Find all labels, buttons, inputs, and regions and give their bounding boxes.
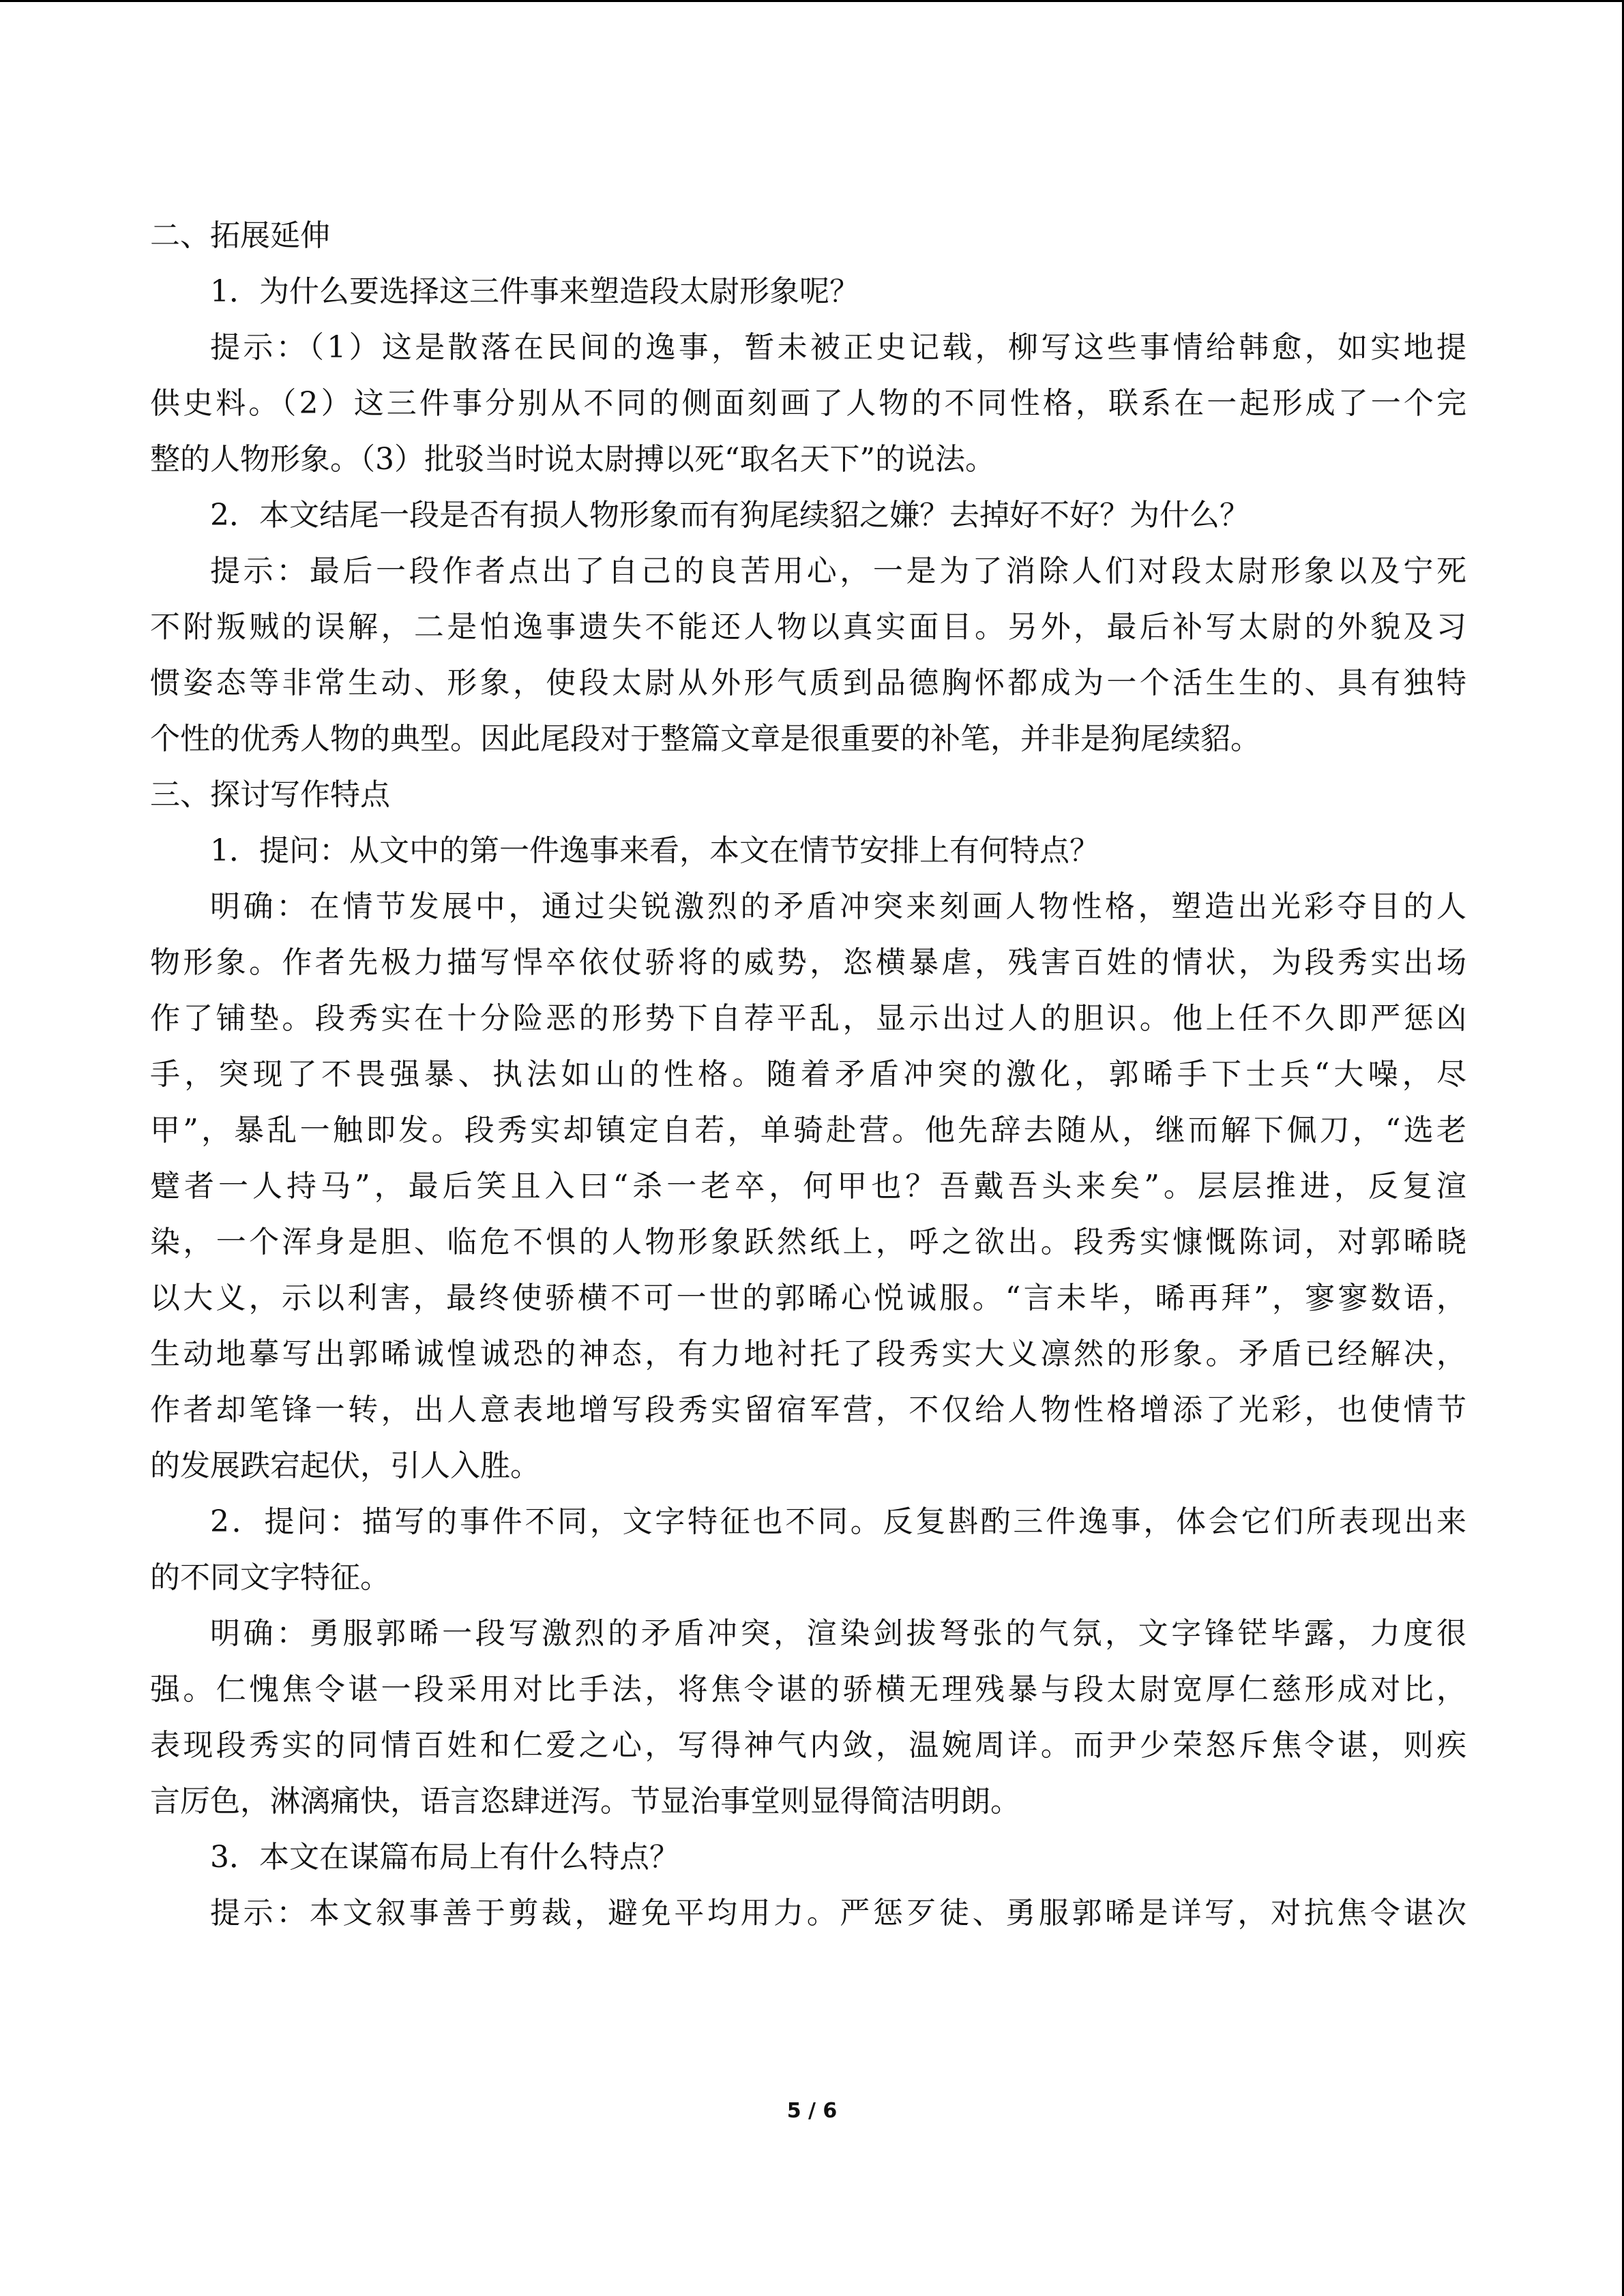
answer-4-line: 表现段秀实的同情百姓和仁爱之心，写得神气内敛，温婉周详。而尹少荣怒斥焦令谌，则疾 (150, 1728, 1466, 1763)
answer-2-line: 个性的优秀人物的典型。因此尾段对于整篇文章是很重要的补笔，并非是狗尾续貂。 (150, 721, 1260, 756)
answer-3-line: 生动地摹写出郭晞诚惶诚恐的神态，有力地衬托了段秀实大义凛然的形象。矛盾已经解决， (150, 1337, 1466, 1371)
page-top-border (0, 0, 1624, 2)
document-body (150, 208, 1466, 1941)
answer-1-line: 提示：（1）这是散落在民间的逸事，暂未被正史记载，柳写这些事情给韩愈，如实地提 (210, 330, 1466, 365)
answer-3-line: 作了铺垫。段秀实在十分险恶的形势下自荐平乱，显示出过人的胆识。他上任不久即严惩凶 (150, 1001, 1466, 1036)
answer-1-line: 整的人物形象。（3）批驳当时说太尉搏以死“取名天下”的说法。 (150, 442, 995, 477)
answer-3-line: 以大义，示以利害，最终使骄横不可一世的郭晞心悦诚服。“言未毕，晞再拜”，寥寥数语， (150, 1281, 1466, 1315)
answer-3-line: 染，一个浑身是胆、临危不惧的人物形象跃然纸上，呼之欲出。段秀实慷慨陈词，对郭晞晓 (150, 1225, 1466, 1259)
answer-3-line: 的发展跌宕起伏，引人入胜。 (150, 1448, 540, 1483)
question-4-line: 的不同文字特征。 (150, 1560, 390, 1595)
answer-2-line: 惯姿态等非常生动、形象，使段太尉从外形气质到品德胸怀都成为一个活生生的、具有独特 (150, 666, 1466, 700)
section-heading-extension: 二、拓展延伸 (150, 218, 330, 253)
question-1: 1．为什么要选择这三件事来塑造段太尉形象呢？ (210, 274, 859, 309)
answer-2-line: 不附叛贼的误解，二是怕逸事遗失不能还人物以真实面目。另外，最后补写太尉的外貌及习 (150, 610, 1466, 644)
page-number: 5 / 6 (786, 2099, 838, 2123)
answer-3-line: 甲”，暴乱一触即发。段秀实却镇定自若，单骑赴营。他先辞去随从，继而解下佩刀，“选老 (150, 1113, 1466, 1148)
answer-1-line: 供史料。（2）这三件事分别从不同的侧面刻画了人物的不同性格，联系在一起形成了一个完 (150, 386, 1466, 421)
answer-3-line: 物形象。作者先极力描写悍卒依仗骄将的威势，恣横暴虐，残害百姓的情状，为段秀实出场 (150, 945, 1466, 980)
answer-3-line: 明确：在情节发展中，通过尖锐激烈的矛盾冲突来刻画人物性格，塑造出光彩夺目的人 (210, 889, 1466, 924)
answer-2-line: 提示：最后一段作者点出了自己的良苦用心，一是为了消除人们对段太尉形象以及宁死 (210, 554, 1466, 588)
answer-3-line: 躄者一人持马”，最后笑且入曰“杀一老卒，何甲也？吾戴吾头来矣”。层层推进，反复渲 (150, 1169, 1466, 1204)
question-5: 3．本文在谋篇布局上有什么特点？ (210, 1840, 679, 1875)
answer-4-line: 强。仁愧焦令谌一段采用对比手法，将焦令谌的骄横无理残暴与段太尉宽厚仁慈形成对比， (150, 1672, 1466, 1707)
question-3: 1．提问：从文中的第一件逸事来看，本文在情节安排上有何特点？ (210, 833, 1099, 868)
answer-3-line: 手，突现了不畏强暴、执法如山的性格。随着矛盾冲突的激化，郭晞手下士兵“大噪，尽 (150, 1057, 1466, 1092)
answer-3-line: 作者却笔锋一转，出人意表地增写段秀实留宿军营，不仅给人物性格增添了光彩，也使情节 (150, 1392, 1466, 1427)
answer-4-line: 明确：勇服郭晞一段写激烈的矛盾冲突，渲染剑拔弩张的气氛，文字锋铓毕露，力度很 (210, 1616, 1466, 1651)
answer-4-line: 言厉色，淋漓痛快，语言恣肆迸泻。节显治事堂则显得简洁明朗。 (150, 1784, 1020, 1819)
answer-5-line: 提示：本文叙事善于剪裁，避免平均用力。严惩歹徒、勇服郭晞是详写，对抗焦令谌次 (210, 1896, 1466, 1930)
question-2: 2．本文结尾一段是否有损人物形象而有狗尾续貂之嫌？去掉好不好？为什么？ (210, 498, 1250, 533)
section-heading-writing: 三、探讨写作特点 (150, 777, 390, 812)
question-4-line: 2．提问：描写的事件不同，文字特征也不同。反复斟酌三件逸事，体会它们所表现出来 (210, 1504, 1466, 1539)
